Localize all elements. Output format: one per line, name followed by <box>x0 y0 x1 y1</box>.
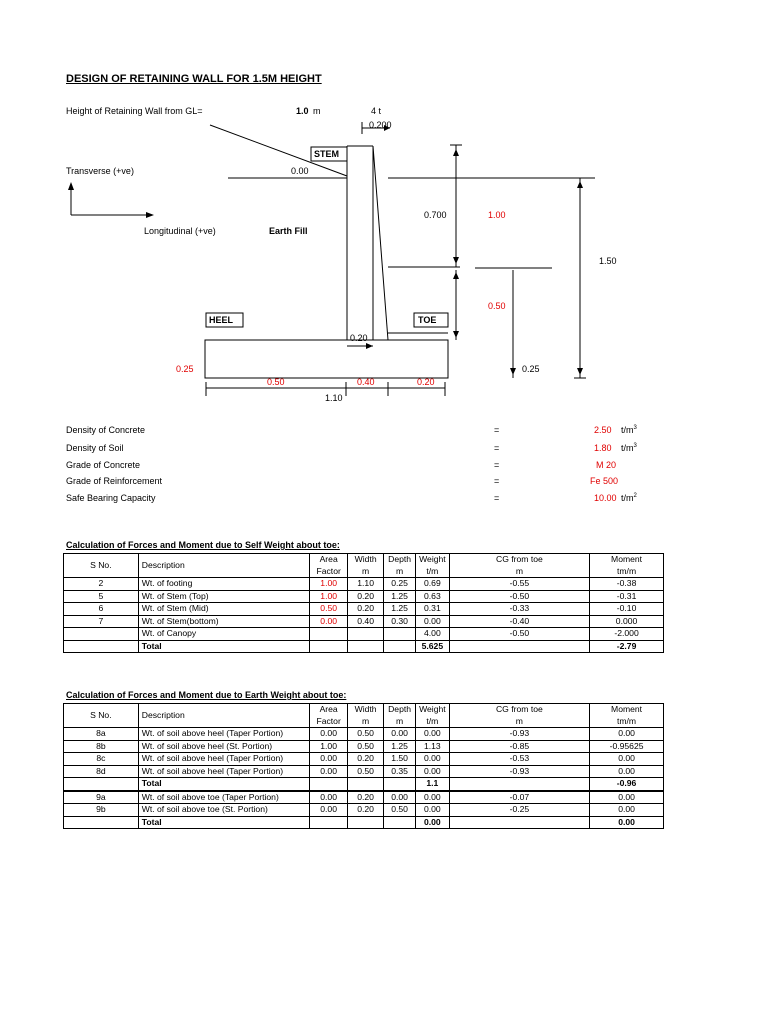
cell-weight: 0.00 <box>416 804 450 817</box>
cell-desc: Wt. of Stem(bottom) <box>138 615 309 628</box>
table1-heading: Calculation of Forces and Moment due to Self Weight about toe: <box>66 540 340 550</box>
cell-desc: Wt. of Stem (Top) <box>138 590 309 603</box>
cell-moment: -0.38 <box>590 578 664 591</box>
dim-heel: 0.50 <box>267 377 285 387</box>
col-cg-sub: m <box>449 566 589 578</box>
cell-moment: 0.00 <box>590 765 664 778</box>
cell-moment: -0.95625 <box>590 740 664 753</box>
cell-depth: 0.25 <box>384 578 416 591</box>
cell-weight: 0.31 <box>416 603 450 616</box>
height-label: Height of Retaining Wall from GL= <box>66 106 203 116</box>
cell-depth: 0.00 <box>384 728 416 741</box>
heel-label: HEEL <box>209 315 234 325</box>
earth-fill-label: Earth Fill <box>269 226 308 236</box>
cell-moment: 0.00 <box>590 753 664 766</box>
cell-moment: 0.000 <box>590 615 664 628</box>
cell-area: 0.00 <box>310 615 348 628</box>
total-label: Total <box>138 640 309 653</box>
cell-sno: 9b <box>64 804 139 817</box>
zero-level: 0.00 <box>291 166 309 176</box>
col-desc: Description <box>138 554 309 578</box>
cell-width: 0.20 <box>348 603 384 616</box>
table-row <box>64 578 664 591</box>
total-moment: 0.00 <box>590 816 664 829</box>
cell-weight: 4.00 <box>416 628 450 641</box>
table-row <box>64 603 664 616</box>
cell-desc: Wt. of soil above heel (Taper Portion) <box>138 728 309 741</box>
table-row <box>64 804 664 817</box>
total-label: Total <box>138 816 309 829</box>
cell-moment: 0.00 <box>590 804 664 817</box>
total-label: Total <box>138 778 309 791</box>
height-value: 1.0 <box>296 106 309 116</box>
prop-label: Density of Concrete <box>66 425 146 435</box>
col-depth-sub: m <box>384 566 416 578</box>
cell-width: 0.50 <box>348 728 384 741</box>
cell-sno: 8a <box>64 728 139 741</box>
prop-eq: = <box>494 460 500 470</box>
cell-weight: 1.13 <box>416 740 450 753</box>
col-moment-sub: tm/m <box>590 716 664 728</box>
cell-depth: 0.50 <box>384 804 416 817</box>
page-title: DESIGN OF RETAINING WALL FOR 1.5M HEIGHT <box>66 73 322 85</box>
col-width: Width <box>348 704 384 716</box>
cell-area: 0.00 <box>310 728 348 741</box>
cell-sno: 8c <box>64 753 139 766</box>
height-unit: m <box>313 106 321 116</box>
col-depth-sub: m <box>384 716 416 728</box>
cell-moment: 0.00 <box>590 728 664 741</box>
height-050: 0.50 <box>488 301 506 311</box>
cell-weight: 0.00 <box>416 765 450 778</box>
cell-depth: 1.25 <box>384 603 416 616</box>
col-moment-sub: tm/m <box>590 566 664 578</box>
col-area-sub: Factor <box>310 716 348 728</box>
cell-area: 1.00 <box>310 590 348 603</box>
prop-value: 1.80 <box>594 443 612 453</box>
prop-value: Fe 500 <box>590 476 619 486</box>
cell-depth: 1.25 <box>384 740 416 753</box>
prop-unit: $t/m^3$ <box>621 443 637 453</box>
cell-width: 0.20 <box>348 753 384 766</box>
height-100: 1.00 <box>488 210 506 220</box>
cell-moment: 0.00 <box>590 791 664 804</box>
col-desc: Description <box>138 704 309 728</box>
cell-sno: 8b <box>64 740 139 753</box>
prop-eq: = <box>494 476 500 486</box>
cell-area: 0.00 <box>310 804 348 817</box>
cell-weight: 0.69 <box>416 578 450 591</box>
table-row <box>64 765 664 778</box>
cell-sno: 6 <box>64 603 139 616</box>
col-area: Area <box>310 704 348 716</box>
col-cg: CG from toe <box>449 704 589 716</box>
cell-width: 1.10 <box>348 578 384 591</box>
cell-weight: 0.63 <box>416 590 450 603</box>
self-weight-table <box>63 553 664 653</box>
col-weight-sub: t/m <box>416 566 450 578</box>
cell-cg: -0.40 <box>449 615 589 628</box>
stem-label: STEM <box>314 149 340 159</box>
cell-cg: -0.33 <box>449 603 589 616</box>
dim-toe: 0.20 <box>417 377 435 387</box>
col-width-sub: m <box>348 716 384 728</box>
total-weight: 0.00 <box>416 816 450 829</box>
cell-desc: Wt. of soil above toe (Taper Portion) <box>138 791 309 804</box>
cell-cg: -0.50 <box>449 590 589 603</box>
prop-eq: = <box>494 493 500 503</box>
table-row <box>64 753 664 766</box>
cell-cg: -0.55 <box>449 578 589 591</box>
cell-width <box>348 628 384 641</box>
col-cg-sub: m <box>449 716 589 728</box>
transverse-label: Transverse (+ve) <box>66 166 134 176</box>
col-depth: Depth <box>384 704 416 716</box>
cell-depth: 0.30 <box>384 615 416 628</box>
cell-desc: Wt. of Stem (Mid) <box>138 603 309 616</box>
col-weight: Weight <box>416 554 450 566</box>
table-row <box>64 728 664 741</box>
prop-label: Density of Soil <box>66 443 124 453</box>
stem-base-dim: 0.20 <box>350 333 368 343</box>
cell-desc: Wt. of soil above heel (Taper Portion) <box>138 765 309 778</box>
cell-desc: Wt. of soil above heel (Taper Portion) <box>138 753 309 766</box>
total-row <box>64 640 664 653</box>
cell-desc: Wt. of Canopy <box>138 628 309 641</box>
cell-cg: -0.25 <box>449 804 589 817</box>
cell-sno <box>64 628 139 641</box>
height-150: 1.50 <box>599 256 617 266</box>
cell-weight: 0.00 <box>416 728 450 741</box>
cell-sno: 7 <box>64 615 139 628</box>
cell-sno: 8d <box>64 765 139 778</box>
cell-area: 0.00 <box>310 791 348 804</box>
prop-unit: $t/m^2$ <box>621 493 637 503</box>
cell-area: 1.00 <box>310 578 348 591</box>
cell-width: 0.50 <box>348 765 384 778</box>
top-load-label: 4 t <box>371 106 382 116</box>
table2-heading: Calculation of Forces and Moment due to Earth Weight about toe: <box>66 690 347 700</box>
table-row <box>64 628 664 641</box>
total-moment: -2.79 <box>590 640 664 653</box>
cell-area: 1.00 <box>310 740 348 753</box>
total-row <box>64 778 664 791</box>
prop-eq: = <box>494 443 500 453</box>
total-moment: -0.96 <box>590 778 664 791</box>
table-row <box>64 590 664 603</box>
col-width: Width <box>348 554 384 566</box>
cell-area: 0.00 <box>310 753 348 766</box>
dim-stem: 0.40 <box>357 377 375 387</box>
cell-sno: 9a <box>64 791 139 804</box>
col-area: Area <box>310 554 348 566</box>
cell-width: 0.20 <box>348 791 384 804</box>
prop-value: M 20 <box>596 460 617 470</box>
total-weight: 5.625 <box>416 640 450 653</box>
stem-top-width: 0.200 <box>369 120 392 130</box>
cell-cg: -0.85 <box>449 740 589 753</box>
col-weight: Weight <box>416 704 450 716</box>
retaining-wall-diagram <box>0 0 768 420</box>
cell-weight: 0.00 <box>416 615 450 628</box>
col-cg: CG from toe <box>449 554 589 566</box>
col-area-sub: Factor <box>310 566 348 578</box>
cell-depth: 1.50 <box>384 753 416 766</box>
footing-depth-left: 0.25 <box>176 364 194 374</box>
prop-label: Grade of Concrete <box>66 460 141 470</box>
cell-area: 0.50 <box>310 603 348 616</box>
cell-weight: 0.00 <box>416 753 450 766</box>
cell-area: 0.00 <box>310 765 348 778</box>
cell-moment: -2.000 <box>590 628 664 641</box>
cell-desc: Wt. of soil above heel (St. Portion) <box>138 740 309 753</box>
col-depth: Depth <box>384 554 416 566</box>
cell-width: 0.20 <box>348 590 384 603</box>
cell-desc: Wt. of soil above toe (St. Portion) <box>138 804 309 817</box>
cell-cg: -0.07 <box>449 791 589 804</box>
cell-cg: -0.53 <box>449 753 589 766</box>
prop-value: 10.00 <box>594 493 617 503</box>
cell-area <box>310 628 348 641</box>
prop-unit: $t/m^3$ <box>621 425 637 435</box>
cell-depth: 1.25 <box>384 590 416 603</box>
col-sno: S No. <box>64 554 139 578</box>
cell-cg: -0.93 <box>449 765 589 778</box>
cell-depth: 0.35 <box>384 765 416 778</box>
toe-label: TOE <box>418 315 437 325</box>
cell-depth <box>384 628 416 641</box>
prop-value: 2.50 <box>594 425 612 435</box>
cell-sno: 5 <box>64 590 139 603</box>
total-weight: 1.1 <box>416 778 450 791</box>
col-weight-sub: t/m <box>416 716 450 728</box>
cell-sno: 2 <box>64 578 139 591</box>
cell-cg: -0.93 <box>449 728 589 741</box>
prop-eq: = <box>494 425 500 435</box>
col-width-sub: m <box>348 566 384 578</box>
dim-total: 1.10 <box>325 393 343 403</box>
cell-moment: -0.10 <box>590 603 664 616</box>
cell-width: 0.20 <box>348 804 384 817</box>
col-moment: Moment <box>590 554 664 566</box>
col-moment: Moment <box>590 704 664 716</box>
longitudinal-label: Longitudinal (+ve) <box>144 226 216 236</box>
cell-desc: Wt. of footing <box>138 578 309 591</box>
table-row <box>64 615 664 628</box>
total-row <box>64 816 664 829</box>
cell-cg: -0.50 <box>449 628 589 641</box>
cell-moment: -0.31 <box>590 590 664 603</box>
col-sno: S No. <box>64 704 139 728</box>
cell-depth: 0.00 <box>384 791 416 804</box>
footing-depth-right: 0.25 <box>522 364 540 374</box>
cell-weight: 0.00 <box>416 791 450 804</box>
cell-width: 0.50 <box>348 740 384 753</box>
cell-width: 0.40 <box>348 615 384 628</box>
table-row <box>64 791 664 804</box>
height-0700: 0.700 <box>424 210 447 220</box>
prop-label: Grade of Reinforcement <box>66 476 163 486</box>
table-row <box>64 740 664 753</box>
earth-weight-table <box>63 703 664 829</box>
prop-label: Safe Bearing Capacity <box>66 493 156 503</box>
